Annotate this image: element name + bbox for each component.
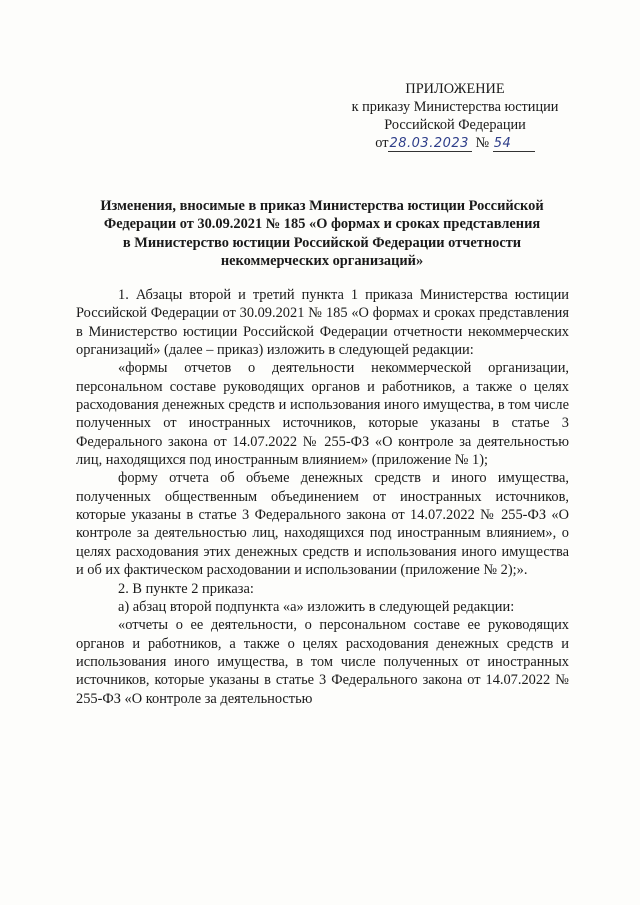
paragraph-2: «формы отчетов о деятельности некоммерческой организации, персональном составе руководящих органов и работников, а также о целях расходования денежных средств и использования иного имущества, в том числе полученных от иностранных источников, которые указаны в статье 3 Федерального закона от 14.07.2022 № 255-ФЗ «О контроле за деятельностью лиц, находящихся под иностранным влиянием» (приложение № 1);: [76, 360, 569, 469]
appendix-line-1: к приказу Министерства юстиции: [351, 99, 559, 115]
title-line-2: Федерации от 30.09.2021 № 185 «О формах и сроках представления: [103, 216, 541, 233]
paragraph-4: 2. В пункте 2 приказа:: [118, 580, 254, 597]
document-title: [72, 197, 572, 270]
paragraph-3: форму отчета об объеме денежных средств и иного имущества, полученных общественным объединением от иностранных источников, которые указаны в статье 3 Федерального закона от 14.07.2022 № 255-ФЗ «О контроле за деятельностью лиц, находящихся под иностранным влиянием», о целях расходования этих денежных средств и использования иного имущества и об их фактическом расходовании и использовании (приложение № 2);».: [76, 470, 569, 579]
number-label: №: [475, 135, 490, 151]
document-body: [76, 286, 569, 708]
handwritten-number: 54: [493, 137, 535, 152]
paragraph-5: а) абзац второй подпункта «а» изложить в следующей редакции:: [118, 598, 515, 615]
appendix-date-number-line: [375, 134, 534, 152]
title-line-3: в Министерство юстиции Российской Федерации отчетности: [122, 234, 522, 251]
paragraph-1: 1. Абзацы второй и третий пункта 1 приказа Министерства юстиции Российской Федерации от 30.09.2021 № 185 «О формах и сроках представления в Министерство юстиции Российской Федерации отчетности некоммерческих организаций» (далее – приказ) изложить в следующей редакции:: [76, 287, 569, 359]
title-line-1: Изменения, вносимые в приказ Министерства юстиции Российской: [100, 198, 544, 214]
appendix-title: ПРИЛОЖЕНИЕ: [405, 81, 505, 97]
title-line-4: некоммерческих организаций»: [220, 252, 424, 269]
from-label: от: [375, 135, 389, 151]
appendix-header: [330, 80, 580, 152]
appendix-line-2: Российской Федерации: [384, 117, 526, 133]
paragraph-6: «отчеты о ее деятельности, о персональном составе ее руководящих органов и работников, а также о целях расходования денежных средств и использования иного имущества, в том числе полученных от иностранных источников, которые указаны в статье 3 Федерального закона от 14.07.2022 № 255-ФЗ «О контроле за деятельностью: [76, 617, 569, 707]
handwritten-date: 28.03.2023: [388, 137, 471, 152]
